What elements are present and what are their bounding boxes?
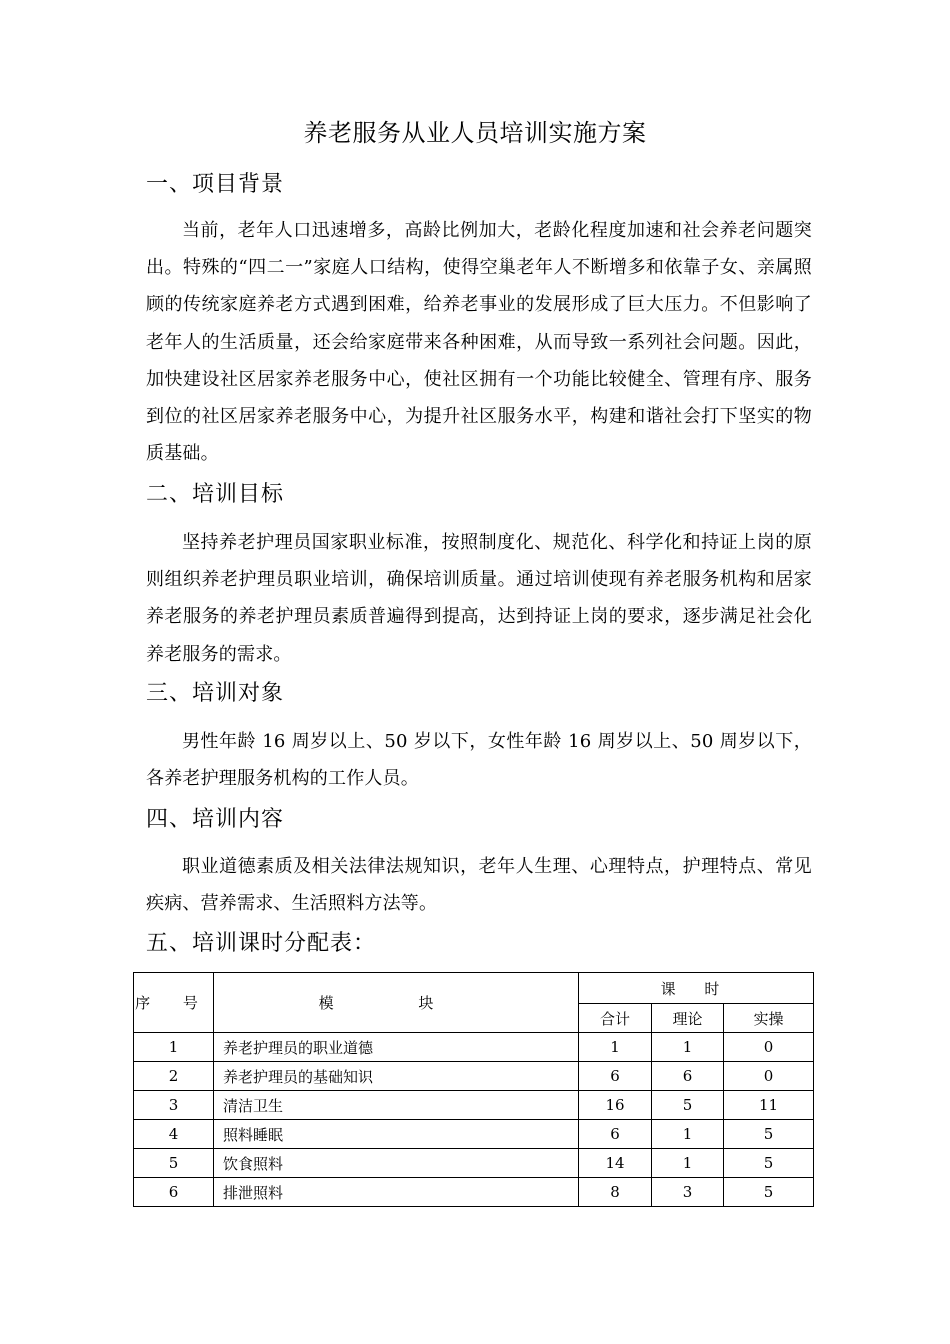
cell-practice: 5 [724, 1178, 814, 1207]
cell-theory: 6 [652, 1062, 724, 1091]
header-index: 序 号 [134, 973, 214, 1033]
cell-module: 排泄照料 [214, 1178, 579, 1207]
cell-module: 养老护理员的职业道德 [214, 1033, 579, 1062]
cell-theory: 3 [652, 1178, 724, 1207]
section-heading-goals: 二、培训目标 [146, 482, 285, 507]
cell-module: 饮食照料 [214, 1149, 579, 1178]
section-heading-content: 四、培训内容 [146, 807, 285, 832]
cell-index: 2 [134, 1062, 214, 1091]
section-heading-background: 一、项目背景 [146, 172, 285, 197]
cell-total: 1 [579, 1033, 652, 1062]
cell-practice: 5 [724, 1120, 814, 1149]
section-heading-audience: 三、培训对象 [146, 681, 285, 706]
header-module: 模 块 [214, 973, 579, 1033]
section-heading-hours-table: 五、培训课时分配表： [146, 931, 377, 956]
section-paragraph-goals: 坚持养老护理员国家职业标准，按照制度化、规范化、科学化和持证上岗的原则组织养老护理员职业培训，确保培训质量。通过培训使现有养老服务机构和居家养老服务的养老护理员素质普遍得到提高，达到持证上岗的要求，逐步满足社会化养老服务的需求。 [146, 532, 812, 665]
cell-index: 6 [134, 1178, 214, 1207]
section-paragraph-audience: 男性年龄 16 周岁以上、50 岁以下，女性年龄 16 周岁以上、50 周岁以下，各养老护理服务机构的工作人员。 [146, 731, 812, 790]
cell-theory: 1 [652, 1149, 724, 1178]
cell-total: 16 [579, 1091, 652, 1120]
header-total: 合计 [579, 1004, 652, 1033]
cell-module: 清洁卫生 [214, 1091, 579, 1120]
cell-theory: 1 [652, 1120, 724, 1149]
table-header-row [134, 973, 814, 1004]
cell-total: 8 [579, 1178, 652, 1207]
cell-module: 照料睡眠 [214, 1120, 579, 1149]
section-paragraph-background: 当前，老年人口迅速增多，高龄比例加大，老龄化程度加速和社会养老问题突出。特殊的“四二一”家庭人口结构，使得空巢老年人不断增多和依靠子女、亲属照顾的传统家庭养老方式遇到困难，给养老事业的发展形成了巨大压力。不但影响了老年人的生活质量，还会给家庭带来各种困难，从而导致一系列社会问题。因此，加快建设社区居家养老服务中心，使社区拥有一个功能比较健全、管理有序、服务到位的社区居家养老服务中心，为提升社区服务水平，构建和谐社会打下坚实的物质基础。 [146, 220, 812, 465]
cell-practice: 5 [724, 1149, 814, 1178]
training-hours-table [133, 972, 814, 1207]
header-theory: 理论 [652, 1004, 724, 1033]
cell-total: 6 [579, 1062, 652, 1091]
table-row [134, 1149, 814, 1178]
cell-index: 4 [134, 1120, 214, 1149]
table-row [134, 1033, 814, 1062]
cell-index: 5 [134, 1149, 214, 1178]
header-practice: 实操 [724, 1004, 814, 1033]
cell-index: 3 [134, 1091, 214, 1120]
section-paragraph-content: 职业道德素质及相关法律法规知识，老年人生理、心理特点，护理特点、常见疾病、营养需求、生活照料方法等。 [146, 856, 812, 915]
table-row [134, 1178, 814, 1207]
table-row [134, 1120, 814, 1149]
cell-theory: 5 [652, 1091, 724, 1120]
cell-total: 6 [579, 1120, 652, 1149]
cell-practice: 0 [724, 1062, 814, 1091]
document-title: 养老服务从业人员培训实施方案 [303, 119, 647, 147]
cell-total: 14 [579, 1149, 652, 1178]
table-row [134, 1091, 814, 1120]
cell-practice: 11 [724, 1091, 814, 1120]
cell-module: 养老护理员的基础知识 [214, 1062, 579, 1091]
cell-index: 1 [134, 1033, 214, 1062]
table-row [134, 1062, 814, 1091]
cell-practice: 0 [724, 1033, 814, 1062]
header-hours-group: 课 时 [579, 973, 814, 1004]
cell-theory: 1 [652, 1033, 724, 1062]
